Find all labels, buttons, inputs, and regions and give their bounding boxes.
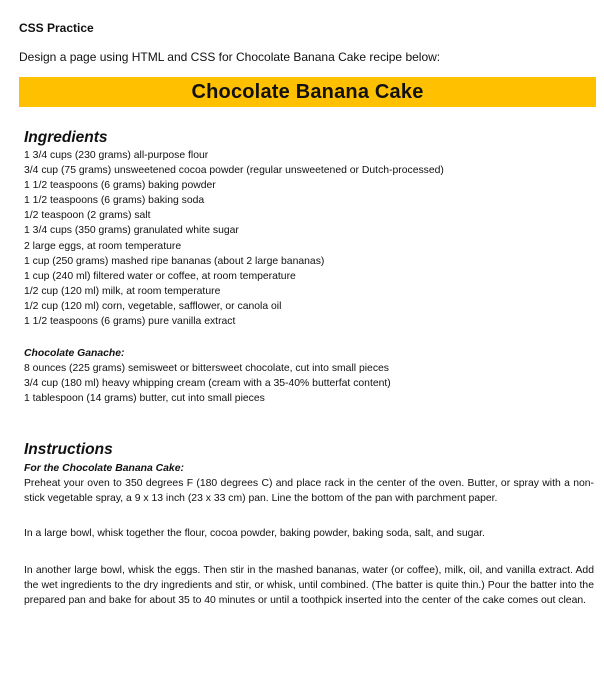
instruction-paragraph: In another large bowl, whisk the eggs. Then stir in the mashed bananas, water (or coffee), milk, oil, and vanilla extract. Add the wet ingredients to the dry ingredients and stir, or whisk, until combined. (The batter is quite thin.) Pour the batter into the prepared pan and bake for about 35 to 40 minutes or until a toothpick inserted into the center of the cake comes out clean. [24,564,594,607]
instruction-paragraph: Preheat your oven to 350 degrees F (180 degrees C) and place rack in the center of the oven. Butter, or spray with a non-stick vegetable spray, a 9 x 13 inch (23 x 33 cm) pan. Line the bottom of the pan with parchment paper. [24,478,594,505]
practice-label: CSS Practice [19,21,94,35]
ingredient-item: 1 1/2 teaspoons (6 grams) baking powder [24,180,216,192]
instructions-section [24,441,594,608]
ganache-heading: Chocolate Ganache: [24,348,125,359]
ingredient-item: 1/2 teaspoon (2 grams) salt [24,210,151,222]
ganache-section [24,346,594,406]
ingredients-heading: Ingredients [24,129,108,146]
instructions-subheading: For the Chocolate Banana Cake: [24,463,184,474]
instruction-paragraph: In a large bowl, whisk together the flour, cocoa powder, baking powder, baking soda, salt, and sugar. [24,528,485,540]
ingredient-item: 1/2 cup (120 ml) milk, at room temperature [24,285,221,297]
ingredient-item: 3/4 cup (75 grams) unsweetened cocoa powder (regular unsweetened or Dutch-processed) [24,165,444,177]
ingredients-section [24,129,594,329]
task-description: Design a page using HTML and CSS for Chocolate Banana Cake recipe below: [19,50,441,64]
ingredients-list [24,148,594,329]
recipe-title: Chocolate Banana Cake [191,80,424,103]
title-banner [19,77,596,107]
ganache-item: 3/4 cup (180 ml) heavy whipping cream (cream with a 35-40% butterfat content) [24,378,391,390]
ganache-item: 1 tablespoon (14 grams) butter, cut into small pieces [24,393,265,405]
ingredient-item: 1 cup (250 grams) mashed ripe bananas (about 2 large bananas) [24,255,325,267]
ingredient-item: 2 large eggs, at room temperature [24,240,182,252]
ingredient-item: 1 cup (240 ml) filtered water or coffee, at room temperature [24,270,296,282]
ingredient-item: 1 1/2 teaspoons (6 grams) pure vanilla extract [24,316,236,328]
ganache-item: 8 ounces (225 grams) semisweet or bittersweet chocolate, cut into small pieces [24,363,389,374]
ingredient-item: 1 3/4 cups (230 grams) all-purpose flour [24,150,209,161]
instructions-heading: Instructions [24,441,113,458]
ganache-list [24,361,594,406]
ingredient-item: 1 3/4 cups (350 grams) granulated white sugar [24,225,239,237]
ingredient-item: 1/2 cup (120 ml) corn, vegetable, safflower, or canola oil [24,300,282,312]
ingredient-item: 1 1/2 teaspoons (6 grams) baking soda [24,195,205,207]
